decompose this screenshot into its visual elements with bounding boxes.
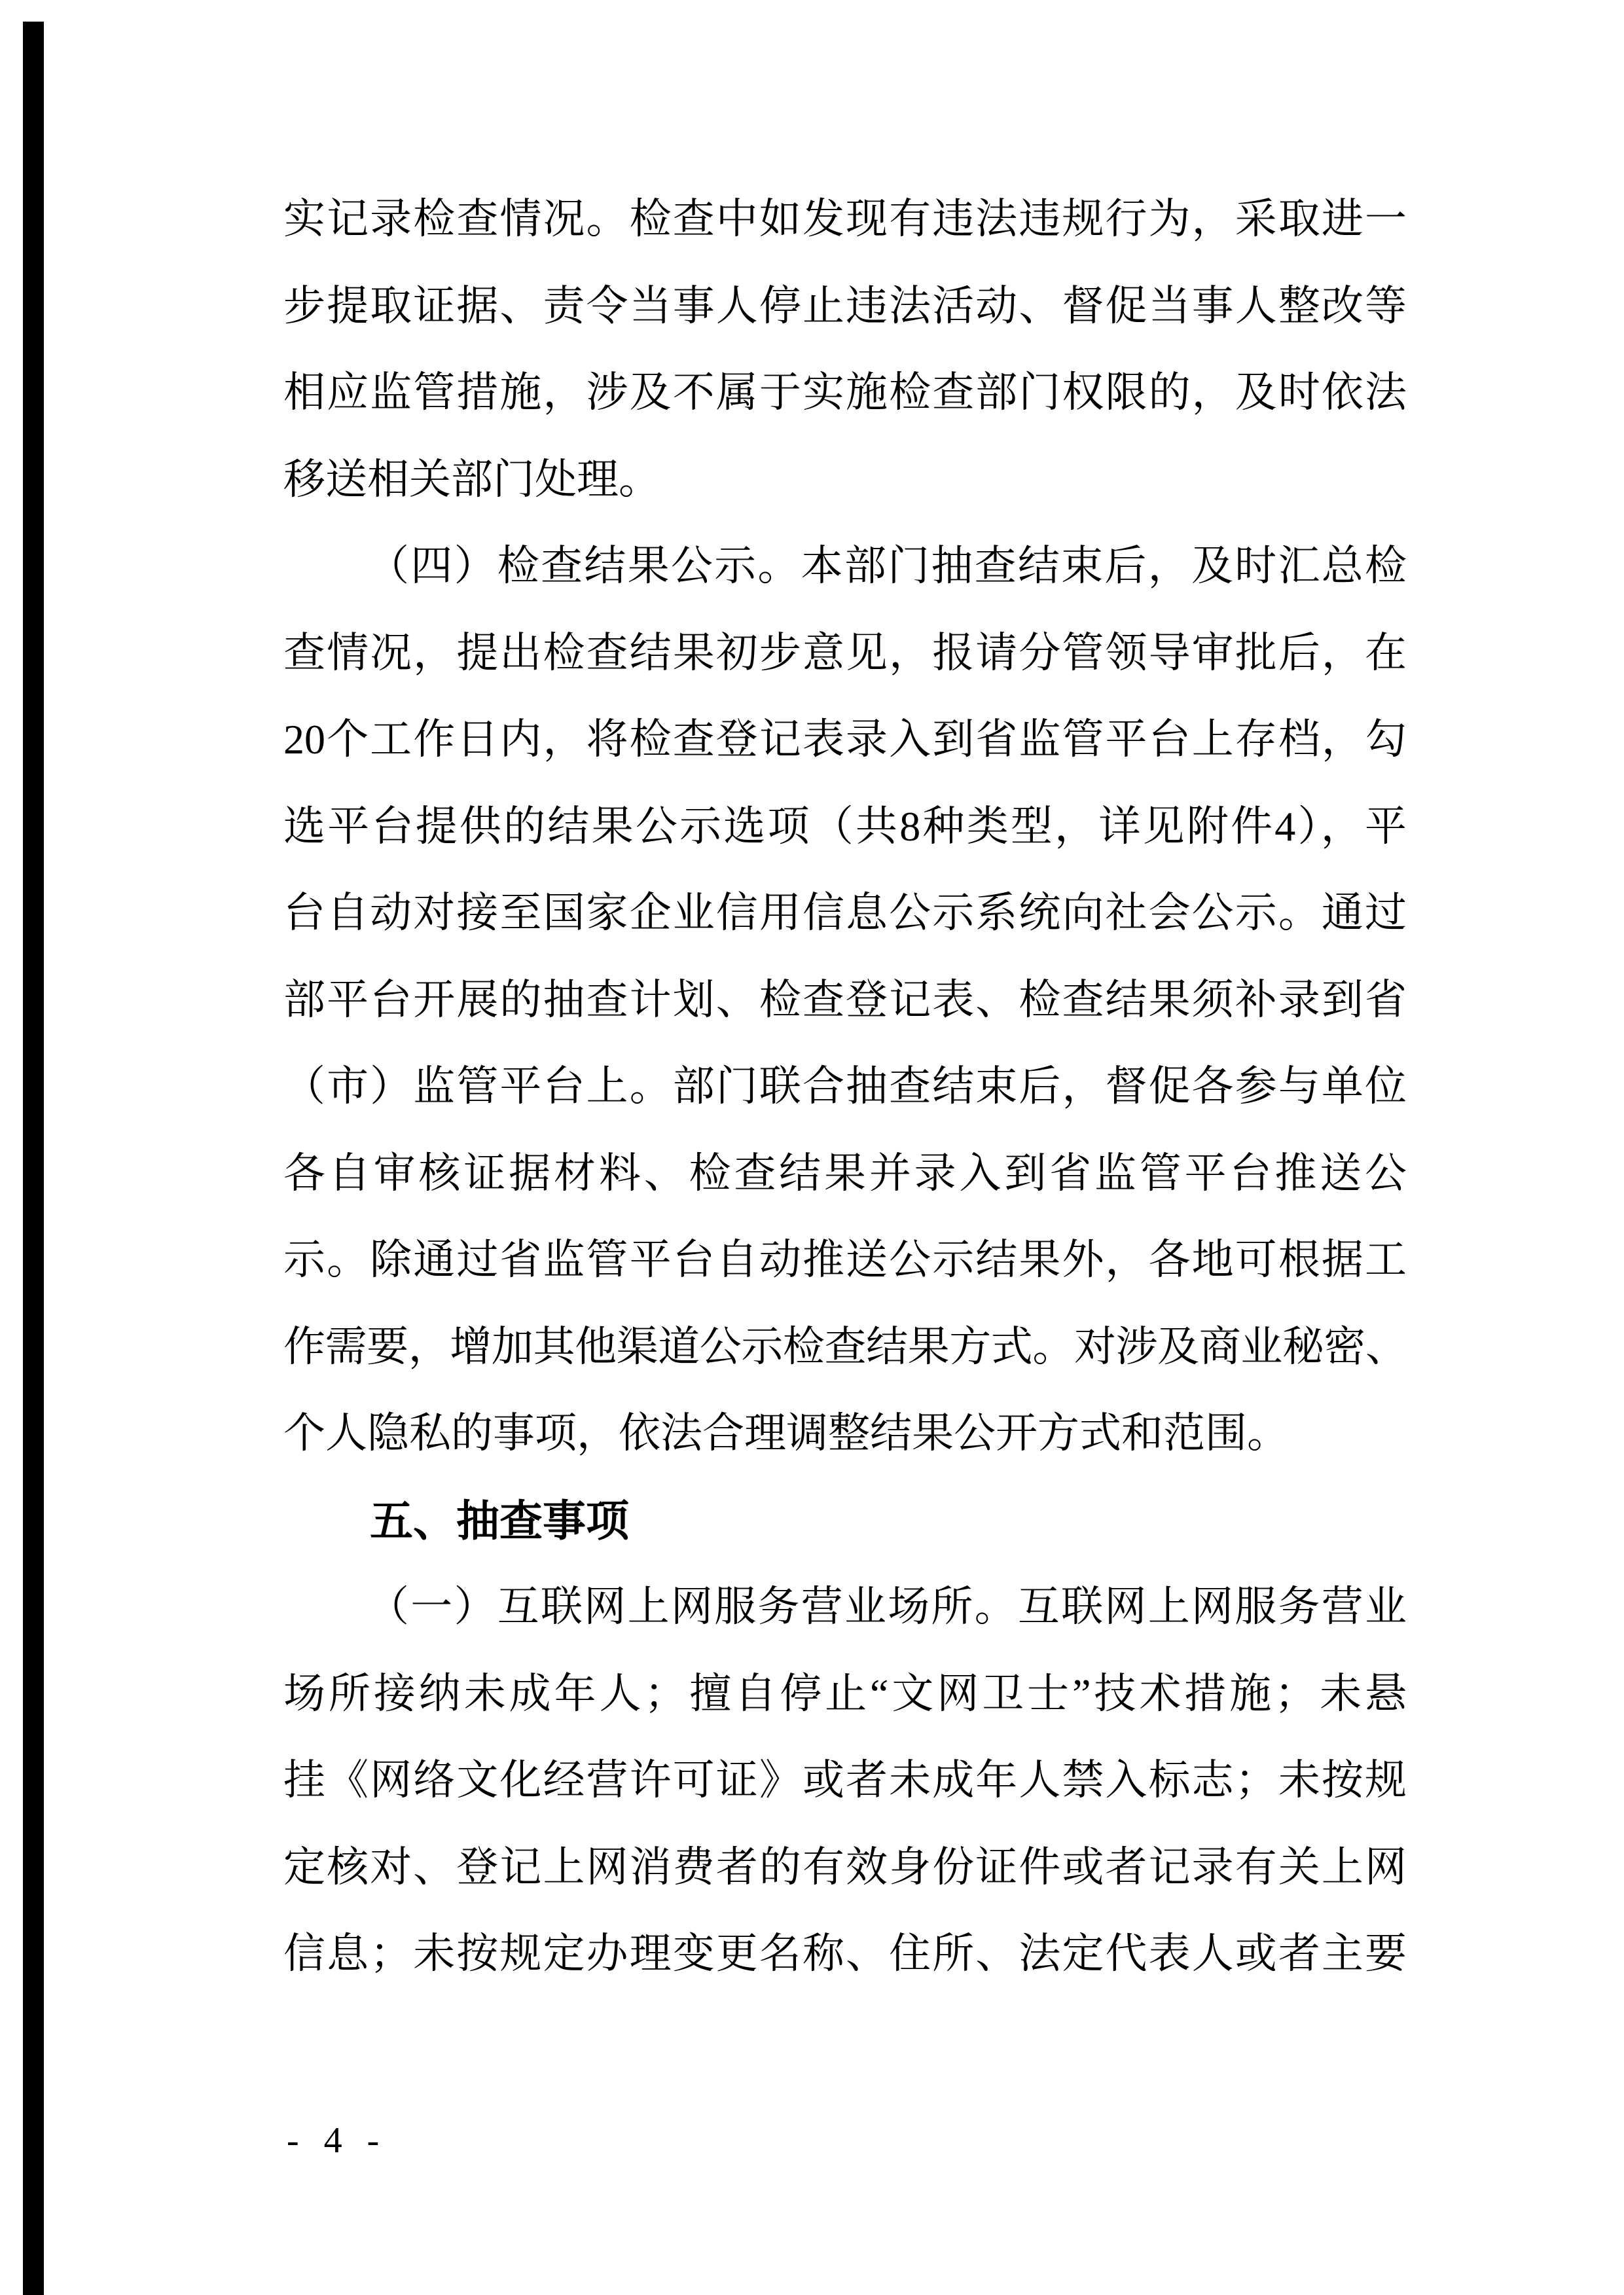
text-line: （市）监管平台上。部门联合抽查结束后，督促各参与单位 [283, 1063, 1407, 1110]
text-line: 作需要，增加其他渠道公示检查结果方式。对涉及商业秘密、 [283, 1323, 1407, 1370]
text-line: 相应监管措施，涉及不属于实施检查部门权限的，及时依法 [283, 369, 1407, 416]
text-line: 信息；未按规定办理变更名称、住所、法定代表人或者主要 [283, 1930, 1407, 1977]
text-line: 场所接纳未成年人；擅自停止“文网卫士”技术措施；未悬 [283, 1670, 1407, 1717]
text-line: 移送相关部门处理。 [283, 456, 660, 503]
section-heading-block [283, 1477, 1407, 1564]
text-line: 台自动对接至国家企业信用信息公示系统向社会公示。通过 [283, 890, 1407, 936]
text-line: 查情况，提出检查结果初步意见，报请分管领导审批后，在 [283, 629, 1407, 676]
text-line: 定核对、登记上网消费者的有效身份证件或者记录有关上网 [283, 1843, 1407, 1890]
text-line: （一）互联网上网服务营业场所。互联网上网服务营业 [367, 1583, 1407, 1630]
scan-binding-edge-bar [23, 22, 44, 2295]
page-number: - 4 - [287, 2120, 388, 2161]
paragraph-inspection-result-publicity [283, 523, 1407, 1477]
text-line: （四）检查结果公示。本部门抽查结束后，及时汇总检 [367, 543, 1407, 589]
paragraph-continued [283, 176, 1407, 523]
text-line: 各自审核证据材料、检查结果并录入到省监管平台推送公 [283, 1149, 1407, 1197]
text-line: 20个工作日内，将检查登记表录入到省监管平台上存档，勾 [283, 716, 1407, 763]
text-line: 个人隐私的事项，依法合理调整结果公开方式和范围。 [283, 1410, 1289, 1456]
paragraph-internet-service-venues [283, 1564, 1407, 1998]
text-line: 实记录检查情况。检查中如发现有违法违规行为，采取进一 [283, 196, 1407, 242]
text-line: 示。除通过省监管平台自动推送公示结果外，各地可根据工 [283, 1237, 1407, 1283]
text-line: 挂《网络文化经营许可证》或者未成年人禁入标志；未按规 [283, 1757, 1407, 1803]
section-heading: 五、抽查事项 [370, 1496, 629, 1545]
text-line: 步提取证据、责令当事人停止违法活动、督促当事人整改等 [283, 282, 1407, 329]
text-line: 部平台开展的抽查计划、检查登记表、检查结果须补录到省 [283, 976, 1407, 1023]
text-line: 选平台提供的结果公示选项（共8种类型，详见附件4），平 [283, 803, 1407, 850]
document-body [283, 176, 1407, 1998]
